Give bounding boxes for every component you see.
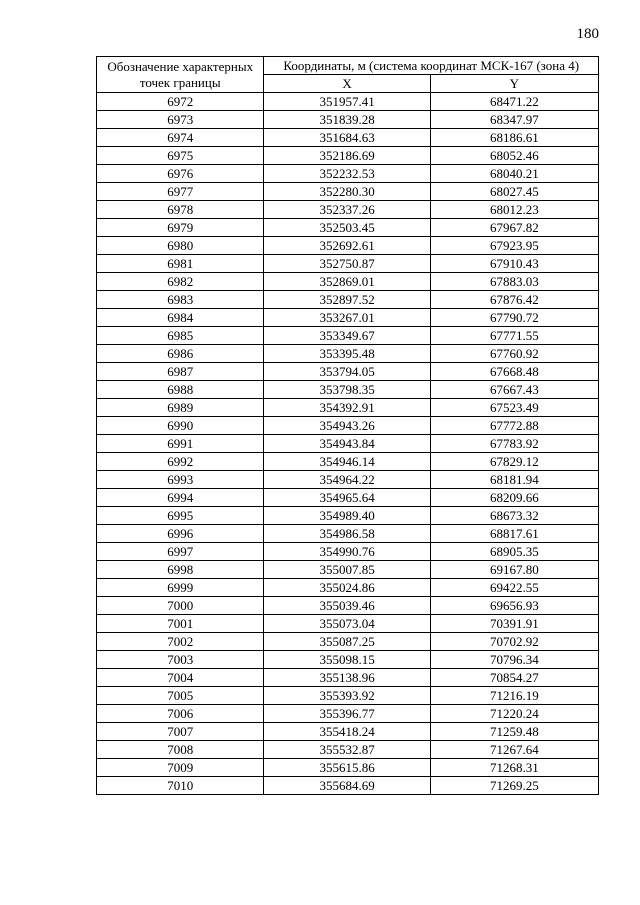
y-coordinate-cell: 68040.21	[430, 165, 598, 183]
y-coordinate-cell: 71268.31	[430, 759, 598, 777]
point-id-cell: 6979	[97, 219, 264, 237]
header-row	[97, 57, 599, 75]
y-coordinate-cell: 67876.42	[430, 291, 598, 309]
y-coordinate-cell: 68052.46	[430, 147, 598, 165]
table-row	[97, 633, 599, 651]
x-coordinate-cell: 353349.67	[264, 327, 430, 345]
header-x: X	[264, 75, 430, 93]
y-coordinate-cell: 68012.23	[430, 201, 598, 219]
x-coordinate-cell: 351684.63	[264, 129, 430, 147]
y-coordinate-cell: 68181.94	[430, 471, 598, 489]
table-row	[97, 147, 599, 165]
table-row	[97, 543, 599, 561]
x-coordinate-cell: 351839.28	[264, 111, 430, 129]
point-id-cell: 6976	[97, 165, 264, 183]
y-coordinate-cell: 71259.48	[430, 723, 598, 741]
point-id-cell: 7002	[97, 633, 264, 651]
table-row	[97, 291, 599, 309]
point-id-cell: 6987	[97, 363, 264, 381]
table-row	[97, 219, 599, 237]
table-row	[97, 255, 599, 273]
point-id-cell: 7009	[97, 759, 264, 777]
table-row	[97, 705, 599, 723]
table-row	[97, 309, 599, 327]
point-id-cell: 6984	[97, 309, 264, 327]
x-coordinate-cell: 352692.61	[264, 237, 430, 255]
x-coordinate-cell: 354943.26	[264, 417, 430, 435]
y-coordinate-cell: 71220.24	[430, 705, 598, 723]
header-y: Y	[430, 75, 598, 93]
x-coordinate-cell: 355087.25	[264, 633, 430, 651]
x-coordinate-cell: 354392.91	[264, 399, 430, 417]
table-row	[97, 381, 599, 399]
table-row	[97, 525, 599, 543]
x-coordinate-cell: 352897.52	[264, 291, 430, 309]
x-coordinate-cell: 353798.35	[264, 381, 430, 399]
y-coordinate-cell: 71269.25	[430, 777, 598, 795]
table-row	[97, 327, 599, 345]
table-row	[97, 489, 599, 507]
y-coordinate-cell: 67668.48	[430, 363, 598, 381]
y-coordinate-cell: 67923.95	[430, 237, 598, 255]
table-row	[97, 777, 599, 795]
y-coordinate-cell: 70702.92	[430, 633, 598, 651]
point-id-cell: 6983	[97, 291, 264, 309]
x-coordinate-cell: 354946.14	[264, 453, 430, 471]
point-id-cell: 6989	[97, 399, 264, 417]
point-id-cell: 6997	[97, 543, 264, 561]
x-coordinate-cell: 355532.87	[264, 741, 430, 759]
y-coordinate-cell: 68186.61	[430, 129, 598, 147]
x-coordinate-cell: 354943.84	[264, 435, 430, 453]
y-coordinate-cell: 68817.61	[430, 525, 598, 543]
x-coordinate-cell: 355615.86	[264, 759, 430, 777]
table-row	[97, 579, 599, 597]
table-row	[97, 417, 599, 435]
y-coordinate-cell: 68905.35	[430, 543, 598, 561]
point-id-cell: 6990	[97, 417, 264, 435]
table-row	[97, 201, 599, 219]
y-coordinate-cell: 68209.66	[430, 489, 598, 507]
x-coordinate-cell: 355138.96	[264, 669, 430, 687]
table-row	[97, 561, 599, 579]
table-row	[97, 669, 599, 687]
table-row	[97, 615, 599, 633]
table-header	[97, 57, 599, 93]
x-coordinate-cell: 352232.53	[264, 165, 430, 183]
y-coordinate-cell: 67790.72	[430, 309, 598, 327]
point-id-cell: 6980	[97, 237, 264, 255]
x-coordinate-cell: 352337.26	[264, 201, 430, 219]
table-row	[97, 363, 599, 381]
table-row	[97, 93, 599, 111]
table-row	[97, 129, 599, 147]
point-id-cell: 6986	[97, 345, 264, 363]
point-id-cell: 6978	[97, 201, 264, 219]
y-coordinate-cell: 67829.12	[430, 453, 598, 471]
x-coordinate-cell: 353794.05	[264, 363, 430, 381]
x-coordinate-cell: 355007.85	[264, 561, 430, 579]
y-coordinate-cell: 71216.19	[430, 687, 598, 705]
y-coordinate-cell: 67523.49	[430, 399, 598, 417]
x-coordinate-cell: 355073.04	[264, 615, 430, 633]
point-id-cell: 6996	[97, 525, 264, 543]
y-coordinate-cell: 67783.92	[430, 435, 598, 453]
point-id-cell: 6993	[97, 471, 264, 489]
point-id-cell: 6999	[97, 579, 264, 597]
table-row	[97, 651, 599, 669]
header-coordinates: Координаты, м (система координат МСК-167 (зона 4)	[264, 57, 599, 75]
point-id-cell: 6988	[97, 381, 264, 399]
x-coordinate-cell: 352186.69	[264, 147, 430, 165]
x-coordinate-cell: 354989.40	[264, 507, 430, 525]
table-row	[97, 399, 599, 417]
y-coordinate-cell: 67772.88	[430, 417, 598, 435]
x-coordinate-cell: 355684.69	[264, 777, 430, 795]
x-coordinate-cell: 352280.30	[264, 183, 430, 201]
x-coordinate-cell: 355024.86	[264, 579, 430, 597]
y-coordinate-cell: 68027.45	[430, 183, 598, 201]
x-coordinate-cell: 354964.22	[264, 471, 430, 489]
point-id-cell: 6977	[97, 183, 264, 201]
point-id-cell: 7001	[97, 615, 264, 633]
x-coordinate-cell: 352503.45	[264, 219, 430, 237]
point-id-cell: 6992	[97, 453, 264, 471]
page-number: 180	[576, 26, 599, 42]
y-coordinate-cell: 67667.43	[430, 381, 598, 399]
x-coordinate-cell: 353267.01	[264, 309, 430, 327]
x-coordinate-cell: 353395.48	[264, 345, 430, 363]
y-coordinate-cell: 70854.27	[430, 669, 598, 687]
point-id-cell: 7000	[97, 597, 264, 615]
point-id-cell: 7007	[97, 723, 264, 741]
x-coordinate-cell: 352750.87	[264, 255, 430, 273]
y-coordinate-cell: 67760.92	[430, 345, 598, 363]
point-id-cell: 6973	[97, 111, 264, 129]
point-id-cell: 6998	[97, 561, 264, 579]
table-body	[97, 93, 599, 795]
x-coordinate-cell: 355039.46	[264, 597, 430, 615]
point-id-cell: 6991	[97, 435, 264, 453]
y-coordinate-cell: 69167.80	[430, 561, 598, 579]
table-row	[97, 723, 599, 741]
point-id-cell: 6994	[97, 489, 264, 507]
point-id-cell: 7008	[97, 741, 264, 759]
table-row	[97, 507, 599, 525]
x-coordinate-cell: 355396.77	[264, 705, 430, 723]
y-coordinate-cell: 70796.34	[430, 651, 598, 669]
point-id-cell: 6985	[97, 327, 264, 345]
coordinates-table	[96, 56, 599, 795]
y-coordinate-cell: 67967.82	[430, 219, 598, 237]
point-id-cell: 7003	[97, 651, 264, 669]
table-row	[97, 453, 599, 471]
point-id-cell: 6981	[97, 255, 264, 273]
x-coordinate-cell: 355418.24	[264, 723, 430, 741]
y-coordinate-cell: 70391.91	[430, 615, 598, 633]
table-row	[97, 111, 599, 129]
x-coordinate-cell: 354990.76	[264, 543, 430, 561]
header-point-designation: Обозначение характерных точек границы	[97, 57, 264, 93]
x-coordinate-cell: 355393.92	[264, 687, 430, 705]
point-id-cell: 6974	[97, 129, 264, 147]
x-coordinate-cell: 354986.58	[264, 525, 430, 543]
x-coordinate-cell: 354965.64	[264, 489, 430, 507]
y-coordinate-cell: 69422.55	[430, 579, 598, 597]
table-row	[97, 345, 599, 363]
point-id-cell: 7004	[97, 669, 264, 687]
table-row	[97, 165, 599, 183]
table-row	[97, 471, 599, 489]
y-coordinate-cell: 67910.43	[430, 255, 598, 273]
point-id-cell: 6975	[97, 147, 264, 165]
x-coordinate-cell: 355098.15	[264, 651, 430, 669]
point-id-cell: 6972	[97, 93, 264, 111]
point-id-cell: 6982	[97, 273, 264, 291]
x-coordinate-cell: 351957.41	[264, 93, 430, 111]
x-coordinate-cell: 352869.01	[264, 273, 430, 291]
point-id-cell: 7005	[97, 687, 264, 705]
point-id-cell: 7010	[97, 777, 264, 795]
table-row	[97, 687, 599, 705]
table-row	[97, 741, 599, 759]
y-coordinate-cell: 71267.64	[430, 741, 598, 759]
y-coordinate-cell: 68471.22	[430, 93, 598, 111]
y-coordinate-cell: 68347.97	[430, 111, 598, 129]
table-row	[97, 273, 599, 291]
y-coordinate-cell: 67883.03	[430, 273, 598, 291]
point-id-cell: 6995	[97, 507, 264, 525]
table-row	[97, 183, 599, 201]
y-coordinate-cell: 68673.32	[430, 507, 598, 525]
y-coordinate-cell: 69656.93	[430, 597, 598, 615]
y-coordinate-cell: 67771.55	[430, 327, 598, 345]
point-id-cell: 7006	[97, 705, 264, 723]
table-row	[97, 237, 599, 255]
table-row	[97, 435, 599, 453]
table-row	[97, 759, 599, 777]
table-row	[97, 597, 599, 615]
